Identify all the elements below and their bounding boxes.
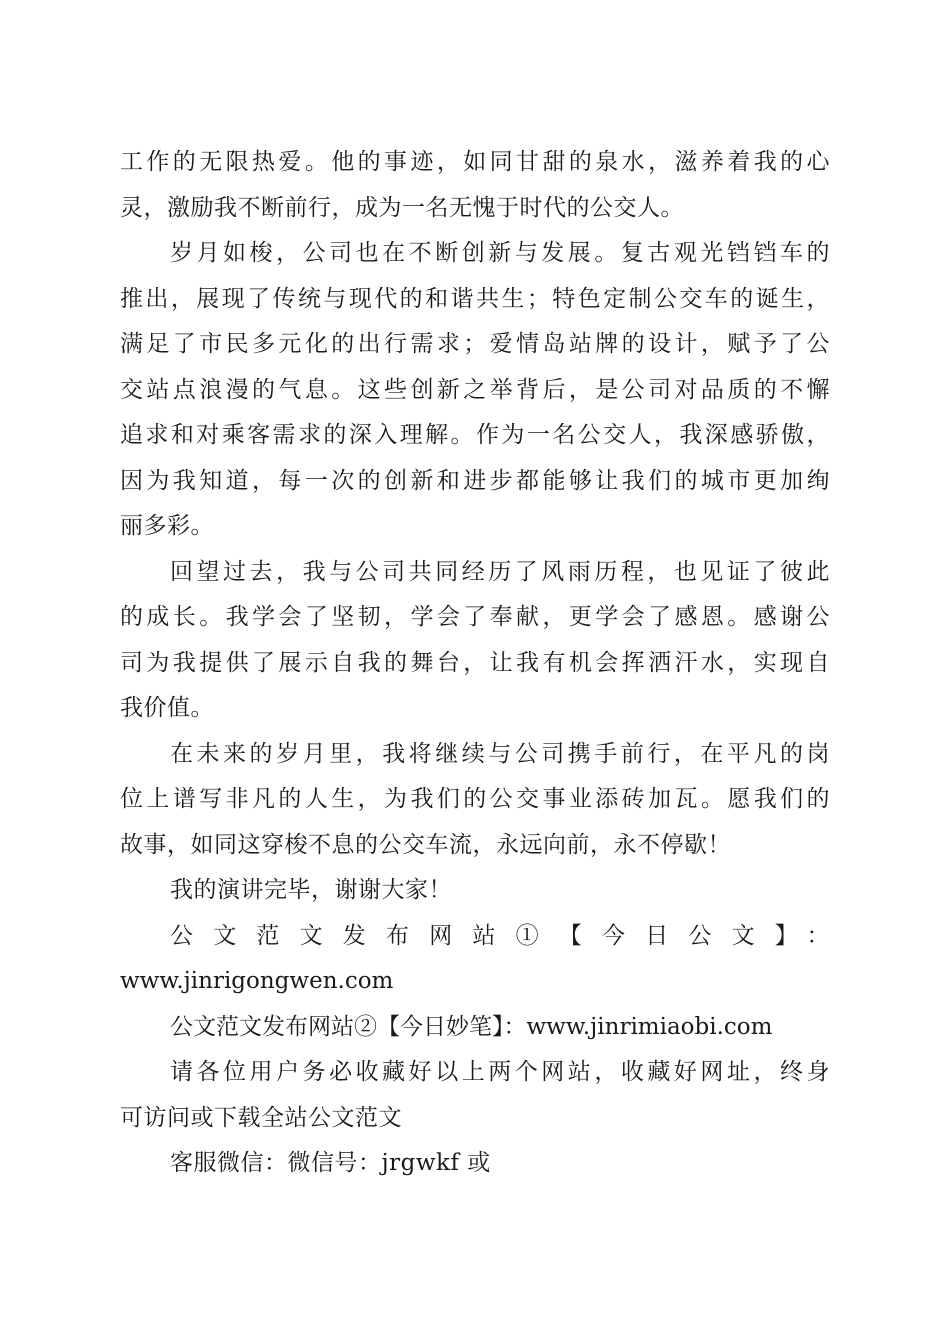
- paragraph-line: 岁月如梭，公司也在不断创新与发展。复古观光铛铛车的: [170, 240, 830, 266]
- paragraph-line: 因为我知道，每一次的创新和进步都能够让我们的城市更加绚: [120, 467, 830, 494]
- paragraph-line: 的成长。我学会了坚韧，学会了奉献，更学会了感恩。感谢公: [120, 604, 830, 630]
- paragraph-line: 回望过去，我与公司共同经历了风雨历程，也见证了彼此: [170, 558, 830, 585]
- website-1-label: 公文范文发布网站①【今日公文】：: [170, 922, 830, 949]
- notice-line: 可访问或下载全站公文范文: [120, 1104, 402, 1131]
- paragraph-line: 故事，如同这穿梭不息的公交车流，永远向前，永不停歇！: [120, 831, 731, 858]
- paragraph-line: 司为我提供了展示自我的舞台，让我有机会挥洒汗水，实现自: [120, 649, 830, 676]
- notice-line: 请各位用户务必收藏好以上两个网站，收藏好网址，终身: [170, 1059, 830, 1085]
- paragraph-line: 追求和对乘客需求的深入理解。作为一名公交人，我深感骄傲，: [120, 422, 830, 448]
- document-body: [120, 140, 830, 1187]
- website-2-line[interactable]: 公文范文发布网站②【今日妙笔】：www.jinrimiaobi.com: [170, 1013, 773, 1040]
- paragraph-line: 交站点浪漫的气息。这些创新之举背后，是公司对品质的不懈: [120, 376, 830, 403]
- paragraph-line: 我价值。: [120, 695, 214, 721]
- customer-service-line: 客服微信：微信号：jrgwkf 或: [170, 1150, 491, 1176]
- paragraph-line: 推出，展现了传统与现代的和谐共生；特色定制公交车的诞生，: [120, 285, 830, 312]
- website-1-url[interactable]: www.jinrigongwen.com: [120, 968, 394, 994]
- paragraph-line: 丽多彩。: [120, 513, 214, 539]
- paragraph-line: 满足了市民多元化的出行需求；爱情岛站牌的设计，赋予了公: [120, 331, 830, 357]
- paragraph-line: 灵，激励我不断前行，成为一名无愧于时代的公交人。: [120, 194, 684, 221]
- closing-line: 我的演讲完毕，谢谢大家！: [170, 877, 452, 903]
- paragraph-line: 在未来的岁月里，我将继续与公司携手前行，在平凡的岗: [170, 740, 830, 767]
- paragraph-line: 工作的无限热爱。他的事迹，如同甘甜的泉水，滋养着我的心: [120, 149, 830, 175]
- paragraph-line: 位上谱写非凡的人生，为我们的公交事业添砖加瓦。愿我们的: [120, 786, 830, 812]
